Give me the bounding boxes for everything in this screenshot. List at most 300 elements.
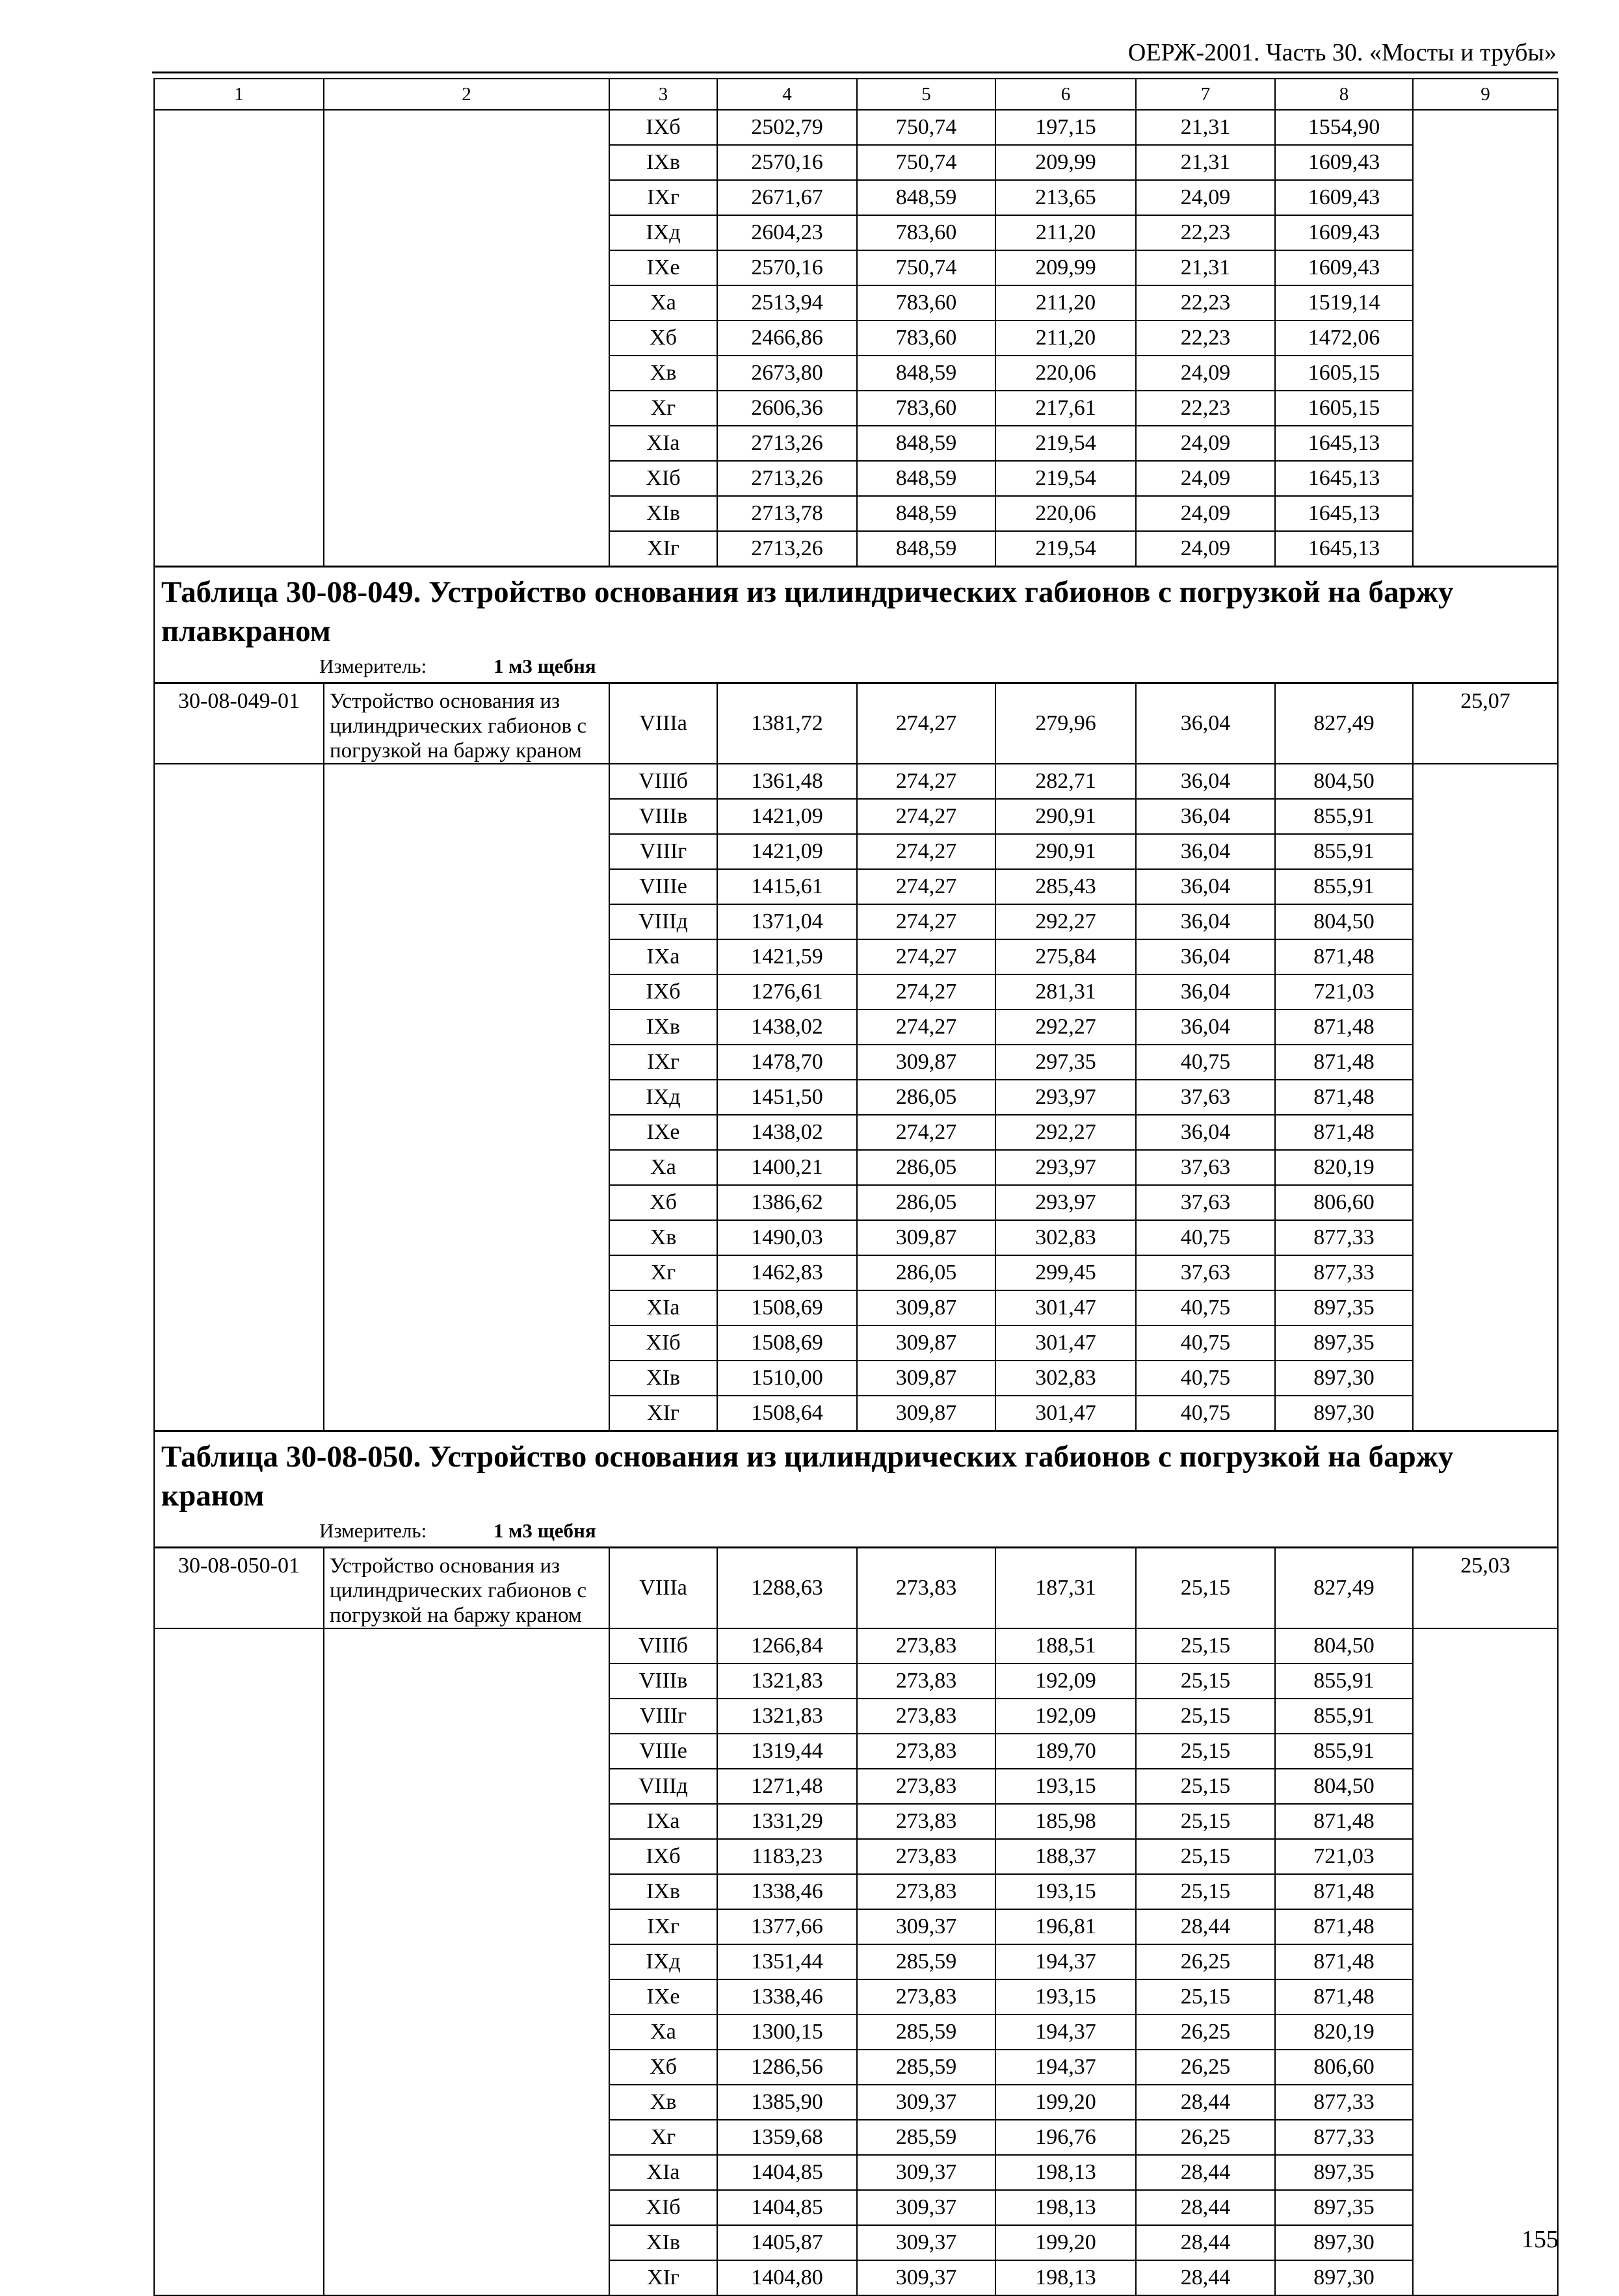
direct-cost-cell: 1438,02	[717, 1115, 857, 1150]
material-cost-cell: 871,48	[1275, 1909, 1413, 1944]
description-cell	[324, 2050, 609, 2085]
machinist-wage-cell: 36,04	[1136, 834, 1275, 869]
table-row	[154, 869, 1558, 904]
description-cell	[324, 1874, 609, 1909]
direct-cost-cell: 1359,68	[717, 2120, 857, 2155]
labor-cost-cell: 273,83	[857, 1628, 995, 1663]
machine-cost-cell: 193,15	[995, 1769, 1136, 1804]
category-cell: VIIIе	[609, 869, 717, 904]
material-cost-cell: 897,35	[1275, 1290, 1413, 1325]
machine-cost-cell: 292,27	[995, 1010, 1136, 1045]
machine-cost-cell: 301,47	[995, 1325, 1136, 1361]
table-row	[154, 1548, 1558, 1629]
category-cell: XIa	[609, 426, 717, 461]
machine-cost-cell: 192,09	[995, 1699, 1136, 1734]
col9-cell: 25,03	[1413, 1548, 1558, 1629]
material-cost-cell: 855,91	[1275, 869, 1413, 904]
code-cell: 30-08-049-01	[154, 683, 324, 764]
code-cell	[154, 799, 324, 834]
labor-cost-cell: 274,27	[857, 974, 995, 1010]
category-cell: VIIIд	[609, 1769, 717, 1804]
machinist-wage-cell: 25,15	[1136, 1734, 1275, 1769]
description-cell	[324, 1663, 609, 1699]
machine-cost-cell: 219,54	[995, 426, 1136, 461]
category-cell: VIIIд	[609, 904, 717, 939]
labor-cost-cell: 783,60	[857, 285, 995, 320]
description-cell	[324, 1628, 609, 1663]
machinist-wage-cell: 40,75	[1136, 1220, 1275, 1255]
machinist-wage-cell: 36,04	[1136, 904, 1275, 939]
table-row	[154, 1290, 1558, 1325]
table-heading	[154, 1431, 1558, 1548]
direct-cost-cell: 1276,61	[717, 974, 857, 1010]
description-cell: Устройство основания из цилиндрических габионов с погрузкой на баржу краном	[324, 683, 609, 764]
table-heading-row	[154, 1431, 1558, 1548]
labor-cost-cell: 848,59	[857, 356, 995, 391]
code-cell	[154, 1325, 324, 1361]
col9-cell	[1413, 320, 1558, 356]
material-cost-cell: 855,91	[1275, 1734, 1413, 1769]
machinist-wage-cell: 24,09	[1136, 426, 1275, 461]
machine-cost-cell: 219,54	[995, 531, 1136, 567]
code-cell	[154, 426, 324, 461]
machine-cost-cell: 189,70	[995, 1734, 1136, 1769]
description-cell	[324, 1804, 609, 1839]
description-cell	[324, 1699, 609, 1734]
col9-cell	[1413, 1874, 1558, 1909]
direct-cost-cell: 1404,85	[717, 2190, 857, 2225]
labor-cost-cell: 309,37	[857, 2190, 995, 2225]
code-cell: 30-08-050-01	[154, 1548, 324, 1629]
category-cell: IXб	[609, 974, 717, 1010]
table-row	[154, 1080, 1558, 1115]
col9-cell	[1413, 904, 1558, 939]
description-cell	[324, 1080, 609, 1115]
description-cell	[324, 2190, 609, 2225]
col9-cell	[1413, 1628, 1558, 1663]
machinist-wage-cell: 36,04	[1136, 764, 1275, 799]
col9-cell	[1413, 531, 1558, 567]
table-row	[154, 461, 1558, 496]
code-cell	[154, 1220, 324, 1255]
direct-cost-cell: 2466,86	[717, 320, 857, 356]
direct-cost-cell: 1183,23	[717, 1839, 857, 1874]
table-row	[154, 496, 1558, 531]
material-cost-cell: 871,48	[1275, 1010, 1413, 1045]
description-cell	[324, 2225, 609, 2260]
category-cell: VIIIб	[609, 1628, 717, 1663]
category-cell: XIб	[609, 2190, 717, 2225]
machine-cost-cell: 211,20	[995, 215, 1136, 250]
direct-cost-cell: 1331,29	[717, 1804, 857, 1839]
col9-cell: 25,07	[1413, 683, 1558, 764]
col9-cell	[1413, 834, 1558, 869]
description-cell	[324, 461, 609, 496]
column-number-7: 7	[1136, 79, 1275, 110]
machine-cost-cell: 213,65	[995, 180, 1136, 215]
description-cell	[324, 2085, 609, 2120]
description-cell	[324, 1361, 609, 1396]
code-cell	[154, 215, 324, 250]
machine-cost-cell: 188,37	[995, 1839, 1136, 1874]
table-row	[154, 1909, 1558, 1944]
category-cell: VIIIе	[609, 1734, 717, 1769]
material-cost-cell: 1609,43	[1275, 215, 1413, 250]
code-cell	[154, 1010, 324, 1045]
measure-unit: 1 м3 щебня	[494, 655, 596, 677]
col9-cell	[1413, 1909, 1558, 1944]
material-cost-cell: 871,48	[1275, 939, 1413, 974]
machinist-wage-cell: 24,09	[1136, 180, 1275, 215]
category-cell: IXе	[609, 1979, 717, 2015]
col9-cell	[1413, 1010, 1558, 1045]
table-row	[154, 1150, 1558, 1185]
labor-cost-cell: 274,27	[857, 764, 995, 799]
machine-cost-cell: 211,20	[995, 320, 1136, 356]
col9-cell	[1413, 1804, 1558, 1839]
machine-cost-cell: 194,37	[995, 2050, 1136, 2085]
col9-cell	[1413, 2155, 1558, 2190]
table-row	[154, 1979, 1558, 2015]
machinist-wage-cell: 26,25	[1136, 2015, 1275, 2050]
labor-cost-cell: 783,60	[857, 391, 995, 426]
col9-cell	[1413, 180, 1558, 215]
category-cell: IXб	[609, 110, 717, 145]
description-cell	[324, 391, 609, 426]
category-cell: IXв	[609, 1874, 717, 1909]
machine-cost-cell: 198,13	[995, 2155, 1136, 2190]
category-cell: XIa	[609, 1290, 717, 1325]
code-cell	[154, 1944, 324, 1979]
direct-cost-cell: 1508,69	[717, 1325, 857, 1361]
column-number-2: 2	[324, 79, 609, 110]
col9-cell	[1413, 391, 1558, 426]
direct-cost-cell: 1462,83	[717, 1255, 857, 1290]
material-cost-cell: 1472,06	[1275, 320, 1413, 356]
labor-cost-cell: 750,74	[857, 145, 995, 180]
code-cell	[154, 145, 324, 180]
labor-cost-cell: 274,27	[857, 869, 995, 904]
table-row	[154, 2050, 1558, 2085]
table-row	[154, 531, 1558, 567]
description-cell	[324, 145, 609, 180]
material-cost-cell: 1645,13	[1275, 426, 1413, 461]
table-row	[154, 939, 1558, 974]
category-cell: XIб	[609, 461, 717, 496]
description-cell	[324, 1010, 609, 1045]
description-cell	[324, 2120, 609, 2155]
machine-cost-cell: 299,45	[995, 1255, 1136, 1290]
direct-cost-cell: 1404,80	[717, 2260, 857, 2295]
labor-cost-cell: 273,83	[857, 1734, 995, 1769]
machine-cost-cell: 187,31	[995, 1548, 1136, 1629]
code-cell	[154, 1185, 324, 1220]
description-cell	[324, 2015, 609, 2050]
col9-cell	[1413, 974, 1558, 1010]
col9-cell	[1413, 764, 1558, 799]
machinist-wage-cell: 37,63	[1136, 1185, 1275, 1220]
col9-cell	[1413, 2085, 1558, 2120]
code-cell	[154, 1804, 324, 1839]
machine-cost-cell: 297,35	[995, 1045, 1136, 1080]
category-cell: XIг	[609, 2260, 717, 2295]
machinist-wage-cell: 21,31	[1136, 110, 1275, 145]
measure-row	[161, 1518, 1553, 1544]
material-cost-cell: 1609,43	[1275, 145, 1413, 180]
machine-cost-cell: 290,91	[995, 834, 1136, 869]
labor-cost-cell: 848,59	[857, 180, 995, 215]
machine-cost-cell: 199,20	[995, 2085, 1136, 2120]
material-cost-cell: 871,48	[1275, 1045, 1413, 1080]
col9-cell	[1413, 1185, 1558, 1220]
direct-cost-cell: 2713,26	[717, 531, 857, 567]
col9-cell	[1413, 1769, 1558, 1804]
description-cell	[324, 1909, 609, 1944]
description-cell	[324, 764, 609, 799]
machine-cost-cell: 292,27	[995, 1115, 1136, 1150]
page-header: ОЕРЖ-2001. Часть 30. «Мосты и трубы»	[1127, 39, 1557, 66]
machinist-wage-cell: 22,23	[1136, 391, 1275, 426]
description-cell	[324, 1396, 609, 1431]
code-cell	[154, 531, 324, 567]
measure-unit: 1 м3 щебня	[494, 1519, 596, 1542]
col9-cell	[1413, 1944, 1558, 1979]
table-row	[154, 1361, 1558, 1396]
labor-cost-cell: 286,05	[857, 1150, 995, 1185]
material-cost-cell: 855,91	[1275, 834, 1413, 869]
machine-cost-cell: 194,37	[995, 2015, 1136, 2050]
category-cell: IXг	[609, 180, 717, 215]
table-row	[154, 974, 1558, 1010]
col9-cell	[1413, 1734, 1558, 1769]
column-number-5: 5	[857, 79, 995, 110]
labor-cost-cell: 274,27	[857, 799, 995, 834]
machinist-wage-cell: 21,31	[1136, 145, 1275, 180]
description-cell	[324, 799, 609, 834]
table-row	[154, 1944, 1558, 1979]
machinist-wage-cell: 26,25	[1136, 2120, 1275, 2155]
col9-cell	[1413, 356, 1558, 391]
category-cell: XIв	[609, 2225, 717, 2260]
code-cell	[154, 1150, 324, 1185]
code-cell	[154, 496, 324, 531]
labor-cost-cell: 286,05	[857, 1185, 995, 1220]
machine-cost-cell: 301,47	[995, 1290, 1136, 1325]
col9-cell	[1413, 2120, 1558, 2155]
machine-cost-cell: 188,51	[995, 1628, 1136, 1663]
machinist-wage-cell: 36,04	[1136, 939, 1275, 974]
description-cell	[324, 1979, 609, 2015]
material-cost-cell: 897,30	[1275, 1361, 1413, 1396]
material-cost-cell: 871,48	[1275, 1944, 1413, 1979]
direct-cost-cell: 1338,46	[717, 1979, 857, 2015]
col9-cell	[1413, 1220, 1558, 1255]
col9-cell	[1413, 2015, 1558, 2050]
description-cell	[324, 1255, 609, 1290]
category-cell: Xa	[609, 2015, 717, 2050]
col9-cell	[1413, 1080, 1558, 1115]
labor-cost-cell: 273,83	[857, 1874, 995, 1909]
labor-cost-cell: 309,37	[857, 2260, 995, 2295]
machine-cost-cell: 197,15	[995, 110, 1136, 145]
machinist-wage-cell: 37,63	[1136, 1150, 1275, 1185]
table-title: Таблица 30-08-049. Устройство основания из цилиндрических габионов с погрузкой на баржу плавкраном	[161, 575, 1454, 648]
table-row	[154, 391, 1558, 426]
machinist-wage-cell: 24,09	[1136, 356, 1275, 391]
direct-cost-cell: 1508,69	[717, 1290, 857, 1325]
machinist-wage-cell: 24,09	[1136, 531, 1275, 567]
direct-cost-cell: 2513,94	[717, 285, 857, 320]
machinist-wage-cell: 25,15	[1136, 1699, 1275, 1734]
direct-cost-cell: 1271,48	[717, 1769, 857, 1804]
machinist-wage-cell: 28,44	[1136, 2085, 1275, 2120]
category-cell: Xв	[609, 356, 717, 391]
labor-cost-cell: 750,74	[857, 110, 995, 145]
labor-cost-cell: 309,87	[857, 1290, 995, 1325]
labor-cost-cell: 274,27	[857, 904, 995, 939]
code-cell	[154, 2190, 324, 2225]
table-row	[154, 215, 1558, 250]
code-cell	[154, 1699, 324, 1734]
labor-cost-cell: 783,60	[857, 215, 995, 250]
machinist-wage-cell: 25,15	[1136, 1804, 1275, 1839]
direct-cost-cell: 1400,21	[717, 1150, 857, 1185]
labor-cost-cell: 285,59	[857, 2050, 995, 2085]
labor-cost-cell: 274,27	[857, 834, 995, 869]
code-cell	[154, 461, 324, 496]
code-cell	[154, 2260, 324, 2295]
column-number-3: 3	[609, 79, 717, 110]
machine-cost-cell: 302,83	[995, 1220, 1136, 1255]
material-cost-cell: 871,48	[1275, 1804, 1413, 1839]
description-cell	[324, 1115, 609, 1150]
machine-cost-cell: 211,20	[995, 285, 1136, 320]
material-cost-cell: 1609,43	[1275, 180, 1413, 215]
code-cell	[154, 1045, 324, 1080]
description-cell	[324, 215, 609, 250]
material-cost-cell: 871,48	[1275, 1080, 1413, 1115]
col9-cell	[1413, 1361, 1558, 1396]
labor-cost-cell: 273,83	[857, 1663, 995, 1699]
direct-cost-cell: 2570,16	[717, 250, 857, 285]
machine-cost-cell: 209,99	[995, 250, 1136, 285]
description-cell	[324, 974, 609, 1010]
column-number-4: 4	[717, 79, 857, 110]
material-cost-cell: 820,19	[1275, 1150, 1413, 1185]
machinist-wage-cell: 24,09	[1136, 496, 1275, 531]
description-cell: Устройство основания из цилиндрических габионов с погрузкой на баржу краном	[324, 1548, 609, 1629]
column-number-9: 9	[1413, 79, 1558, 110]
machinist-wage-cell: 37,63	[1136, 1080, 1275, 1115]
table-row	[154, 320, 1558, 356]
code-cell	[154, 1769, 324, 1804]
labor-cost-cell: 274,27	[857, 683, 995, 764]
category-cell: Xa	[609, 285, 717, 320]
labor-cost-cell: 286,05	[857, 1255, 995, 1290]
measure-label: Измеритель:	[319, 655, 427, 677]
machinist-wage-cell: 22,23	[1136, 320, 1275, 356]
col9-cell	[1413, 799, 1558, 834]
labor-cost-cell: 309,87	[857, 1396, 995, 1431]
machinist-wage-cell: 25,15	[1136, 1663, 1275, 1699]
direct-cost-cell: 2673,80	[717, 356, 857, 391]
labor-cost-cell: 309,87	[857, 1220, 995, 1255]
direct-cost-cell: 1510,00	[717, 1361, 857, 1396]
machinist-wage-cell: 25,15	[1136, 1628, 1275, 1663]
table-row	[154, 2190, 1558, 2225]
machine-cost-cell: 279,96	[995, 683, 1136, 764]
col9-cell	[1413, 2190, 1558, 2225]
category-cell: Xг	[609, 1255, 717, 1290]
machine-cost-cell: 198,13	[995, 2190, 1136, 2225]
machine-cost-cell: 275,84	[995, 939, 1136, 974]
description-cell	[324, 320, 609, 356]
labor-cost-cell: 309,37	[857, 1909, 995, 1944]
category-cell: IXa	[609, 1804, 717, 1839]
machinist-wage-cell: 28,44	[1136, 1909, 1275, 1944]
col9-cell	[1413, 1699, 1558, 1734]
code-cell	[154, 320, 324, 356]
labor-cost-cell: 309,87	[857, 1325, 995, 1361]
machinist-wage-cell: 40,75	[1136, 1045, 1275, 1080]
table-row	[154, 1663, 1558, 1699]
column-number-8: 8	[1275, 79, 1413, 110]
category-cell: XIг	[609, 1396, 717, 1431]
machinist-wage-cell: 25,15	[1136, 1874, 1275, 1909]
col9-cell	[1413, 1325, 1558, 1361]
machine-cost-cell: 302,83	[995, 1361, 1136, 1396]
machinist-wage-cell: 24,09	[1136, 461, 1275, 496]
table-row	[154, 1734, 1558, 1769]
labor-cost-cell: 848,59	[857, 426, 995, 461]
machine-cost-cell: 282,71	[995, 764, 1136, 799]
col9-cell	[1413, 1290, 1558, 1325]
labor-cost-cell: 750,74	[857, 250, 995, 285]
col9-cell	[1413, 145, 1558, 180]
category-cell: IXд	[609, 215, 717, 250]
machinist-wage-cell: 40,75	[1136, 1361, 1275, 1396]
table-row	[154, 1220, 1558, 1255]
machine-cost-cell: 192,09	[995, 1663, 1136, 1699]
code-cell	[154, 1839, 324, 1874]
direct-cost-cell: 1451,50	[717, 1080, 857, 1115]
category-cell: Xв	[609, 1220, 717, 1255]
material-cost-cell: 804,50	[1275, 764, 1413, 799]
col9-cell	[1413, 1045, 1558, 1080]
table-row	[154, 1874, 1558, 1909]
code-cell	[154, 2015, 324, 2050]
machine-cost-cell: 196,81	[995, 1909, 1136, 1944]
code-cell	[154, 391, 324, 426]
direct-cost-cell: 1421,09	[717, 799, 857, 834]
labor-cost-cell: 285,59	[857, 2015, 995, 2050]
material-cost-cell: 1645,13	[1275, 531, 1413, 567]
direct-cost-cell: 1404,85	[717, 2155, 857, 2190]
material-cost-cell: 820,19	[1275, 2015, 1413, 2050]
category-cell: IXa	[609, 939, 717, 974]
code-cell	[154, 904, 324, 939]
code-cell	[154, 356, 324, 391]
col9-cell	[1413, 285, 1558, 320]
table-heading	[154, 567, 1558, 683]
code-cell	[154, 2225, 324, 2260]
labor-cost-cell: 309,87	[857, 1045, 995, 1080]
machine-cost-cell: 301,47	[995, 1396, 1136, 1431]
labor-cost-cell: 309,37	[857, 2085, 995, 2120]
material-cost-cell: 1645,13	[1275, 461, 1413, 496]
category-cell: Xб	[609, 1185, 717, 1220]
table-row	[154, 2225, 1558, 2260]
